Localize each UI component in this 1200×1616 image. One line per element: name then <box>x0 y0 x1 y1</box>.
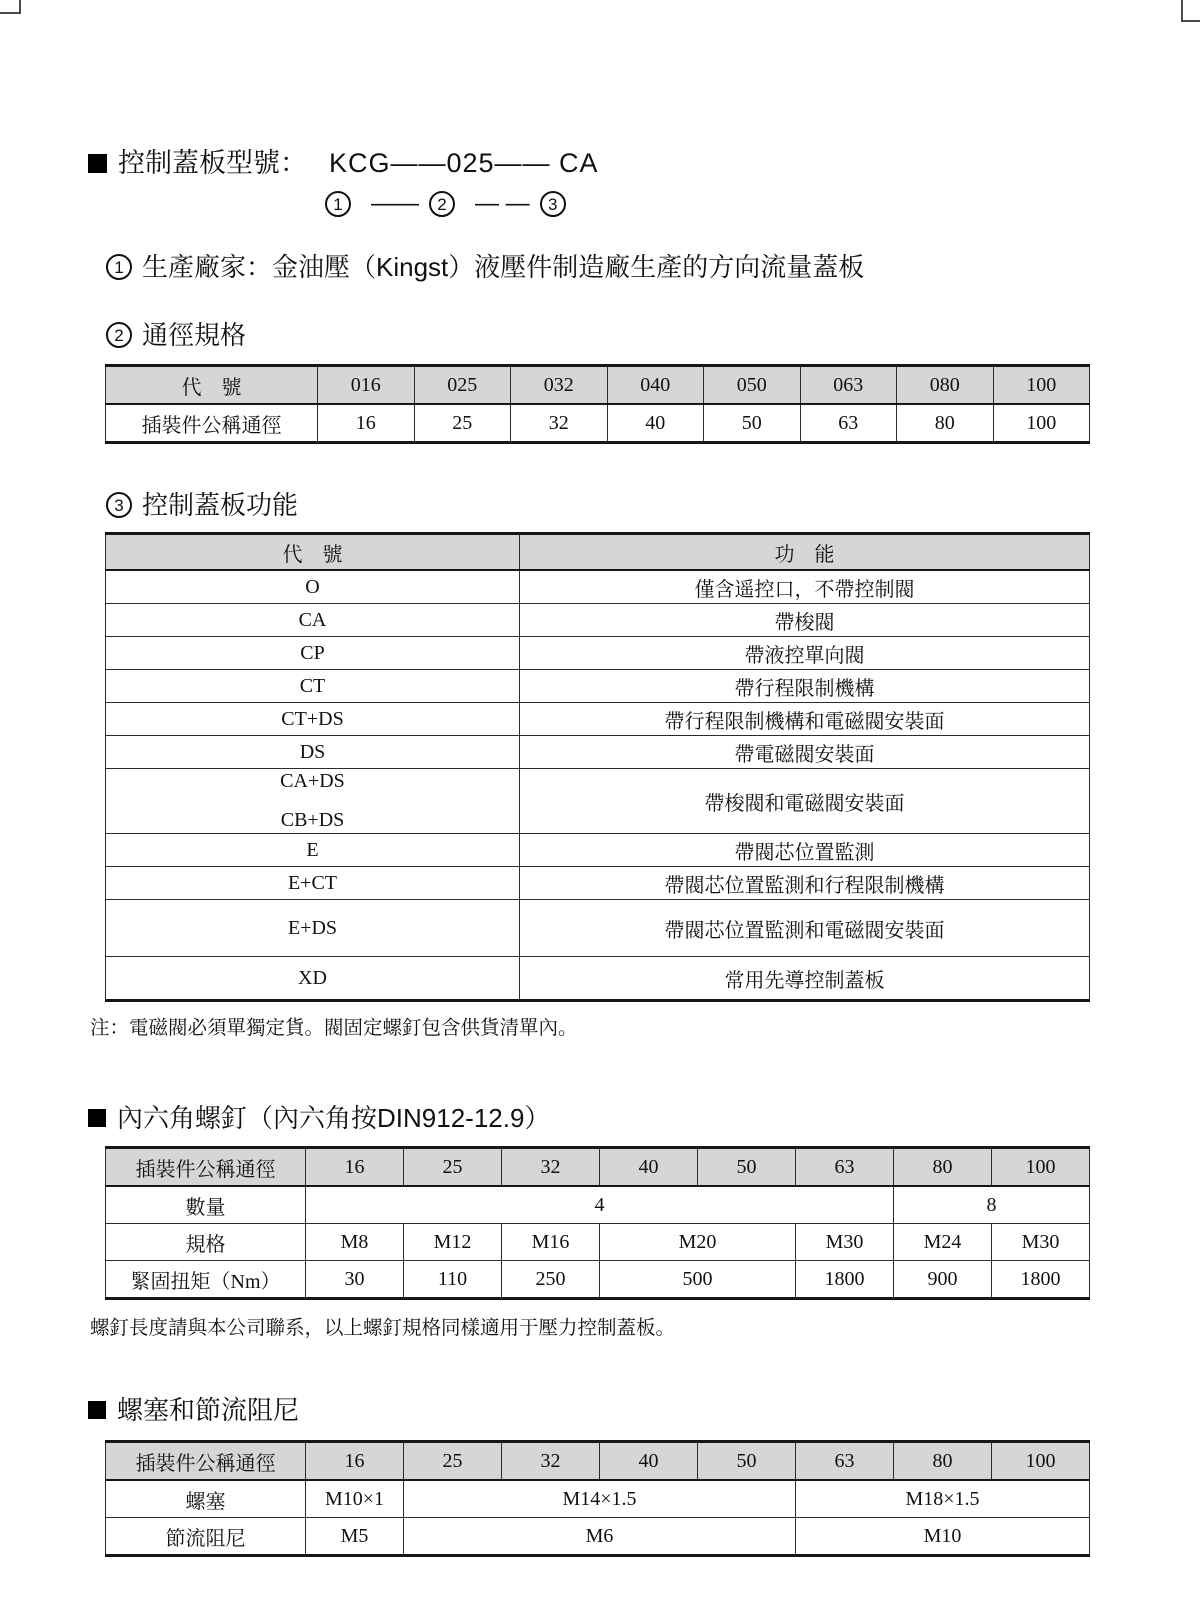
header-cell: 40 <box>600 1148 698 1187</box>
code-label: E <box>306 838 319 861</box>
data-cell: M12 <box>404 1224 502 1261</box>
black-square-bullet-icon <box>88 1109 106 1127</box>
data-cell: M10 <box>796 1518 1090 1556</box>
black-square-bullet-icon <box>88 154 107 173</box>
header-cell: 25 <box>404 1442 502 1481</box>
code-label: E+DS <box>287 916 338 939</box>
data-cell: 8 <box>894 1186 1090 1224</box>
header-row <box>106 366 1090 405</box>
header-cell: 063 <box>800 366 897 405</box>
data-cell: 16 <box>318 404 415 443</box>
function-row <box>106 769 1090 834</box>
function-cell: 帶液控單向閥 <box>520 637 1090 670</box>
function-row <box>106 570 1090 604</box>
screw-length-note: 螺釘長度請與本公司聯系，以上螺釘規格同樣適用于壓力控制蓋板。 <box>90 1317 676 1339</box>
plug-damper-heading-label: 螺塞和節流阻尼 <box>117 1395 300 1425</box>
data-cell: M8 <box>306 1224 404 1261</box>
code-label: E+CT <box>287 871 338 894</box>
code-cell <box>106 570 520 604</box>
row-label-cell: 數量 <box>106 1186 306 1224</box>
header-cell: 80 <box>894 1442 992 1481</box>
header-cell: 040 <box>607 366 704 405</box>
data-cell: 30 <box>306 1261 404 1299</box>
data-cell: 1800 <box>992 1261 1090 1299</box>
data-cell: M18×1.5 <box>796 1480 1090 1518</box>
code-label: CA <box>298 608 327 631</box>
circled-number-1: 1 <box>325 191 351 217</box>
header-cell: 100 <box>992 1148 1090 1187</box>
code-label: XD <box>298 966 327 989</box>
section-bore-title <box>106 318 1090 352</box>
code-label: DS <box>299 740 326 763</box>
code-cell <box>106 703 520 736</box>
function-row <box>106 834 1090 867</box>
data-cell: 50 <box>704 404 801 443</box>
section-bore-label: 通徑規格 <box>142 320 247 350</box>
code-cell <box>106 670 520 703</box>
section-function-label: 控制蓋板功能 <box>142 490 299 520</box>
header-cell: 16 <box>306 1442 404 1481</box>
header-cell: 50 <box>698 1148 796 1187</box>
table-row <box>106 1186 1090 1224</box>
header-cell: 63 <box>796 1148 894 1187</box>
data-cell: 500 <box>600 1261 796 1299</box>
data-cell: 110 <box>404 1261 502 1299</box>
circled-number-2: 2 <box>429 191 455 217</box>
function-row <box>106 604 1090 637</box>
function-cell: 帶行程限制機構 <box>520 670 1090 703</box>
header-cell: 32 <box>502 1148 600 1187</box>
header-cell: 080 <box>897 366 994 405</box>
page-title <box>88 146 1090 180</box>
data-cell: 40 <box>607 404 704 443</box>
code-label: CT+DS <box>281 707 344 730</box>
solenoid-note: 注：電磁閥必須單獨定貨。閥固定螺釘包含供貨清單內。 <box>90 1017 578 1039</box>
header-cell: 25 <box>404 1148 502 1187</box>
circled-number-1: 1 <box>106 254 132 280</box>
code-cell <box>106 867 520 900</box>
table-row <box>106 404 1090 443</box>
data-cell: M24 <box>894 1224 992 1261</box>
function-row <box>106 703 1090 736</box>
data-cell: 4 <box>306 1186 894 1224</box>
code-cell <box>106 736 520 769</box>
header-cell: 代 號 <box>106 534 520 571</box>
data-cell: M6 <box>404 1518 796 1556</box>
code-cell <box>106 637 520 670</box>
header-cell: 32 <box>502 1442 600 1481</box>
table-row <box>106 1224 1090 1261</box>
model-code: KCG——025—— CA <box>329 148 599 178</box>
function-row <box>106 670 1090 703</box>
data-cell: 1800 <box>796 1261 894 1299</box>
code-cell <box>106 604 520 637</box>
data-cell: M5 <box>306 1518 404 1556</box>
hex-screw-table <box>105 1146 1090 1300</box>
table-row <box>106 1518 1090 1556</box>
header-label-cell: 代 號 <box>106 366 318 405</box>
data-cell: 900 <box>894 1261 992 1299</box>
code-label: CB+DS <box>280 809 345 831</box>
header-cell: 80 <box>894 1148 992 1187</box>
header-cell: 63 <box>796 1442 894 1481</box>
function-cell: 帶閥芯位置監測 <box>520 834 1090 867</box>
row-label-cell: 緊固扭矩（Nm） <box>106 1261 306 1299</box>
data-cell: M16 <box>502 1224 600 1261</box>
cover-function-table <box>105 532 1090 1002</box>
function-cell: 帶電磁閥安裝面 <box>520 736 1090 769</box>
function-cell: 帶梭閥和電磁閥安裝面 <box>520 769 1090 834</box>
code-label: O <box>305 575 320 598</box>
function-cell: 帶閥芯位置監測和行程限制機構 <box>520 867 1090 900</box>
data-cell: M30 <box>796 1224 894 1261</box>
crop-mark-top-left-icon <box>0 0 21 14</box>
row-label-cell: 螺塞 <box>106 1480 306 1518</box>
data-cell: M14×1.5 <box>404 1480 796 1518</box>
legend-dash-2: — — <box>475 190 530 217</box>
data-cell: 100 <box>993 404 1090 443</box>
function-row <box>106 900 1090 957</box>
section-maker-text: 生產廠家：金油壓（Kingst）液壓件制造廠生產的方向流量蓋板 <box>142 252 865 282</box>
section-maker <box>106 250 1090 284</box>
function-cell: 帶梭閥 <box>520 604 1090 637</box>
function-cell: 帶閥芯位置監測和電磁閥安裝面 <box>520 900 1090 957</box>
data-cell: M20 <box>600 1224 796 1261</box>
row-label-cell: 規格 <box>106 1224 306 1261</box>
function-cell: 僅含遥控口，不帶控制閥 <box>520 570 1090 604</box>
data-cell: 250 <box>502 1261 600 1299</box>
circled-number-3: 3 <box>106 492 132 518</box>
data-cell: 32 <box>511 404 608 443</box>
circled-number-2: 2 <box>106 322 132 348</box>
code-cell <box>106 957 520 1001</box>
header-label-cell: 插裝件公稱通徑 <box>106 1148 306 1187</box>
plug-damper-heading <box>88 1396 1090 1424</box>
code-label: CP <box>300 641 325 664</box>
header-cell: 100 <box>993 366 1090 405</box>
data-cell: M30 <box>992 1224 1090 1261</box>
hex-screw-heading-label: 內六角螺釘（內六角按DIN912-12.9） <box>117 1103 551 1133</box>
data-cell: M10×1 <box>306 1480 404 1518</box>
hex-screw-heading <box>88 1104 1090 1132</box>
page-title-label: 控制蓋板型號： <box>118 148 307 178</box>
row-label-cell: 節流阻尼 <box>106 1518 306 1556</box>
legend-dash-1: —— <box>371 190 419 217</box>
circled-number-3: 3 <box>540 191 566 217</box>
function-row <box>106 637 1090 670</box>
header-cell: 025 <box>414 366 511 405</box>
function-row <box>106 957 1090 1001</box>
black-square-bullet-icon <box>88 1401 106 1419</box>
function-cell: 帶行程限制機構和電磁閥安裝面 <box>520 703 1090 736</box>
header-cell: 016 <box>318 366 415 405</box>
plug-damper-table <box>105 1440 1090 1557</box>
header-cell: 032 <box>511 366 608 405</box>
header-cell: 050 <box>704 366 801 405</box>
code-label: CT <box>299 674 326 697</box>
model-code-legend <box>325 190 1090 218</box>
header-cell: 50 <box>698 1442 796 1481</box>
code-label: CA+DS <box>280 770 345 792</box>
header-label-cell: 插裝件公稱通徑 <box>106 1442 306 1481</box>
function-cell: 常用先導控制蓋板 <box>520 957 1090 1001</box>
data-cell: 63 <box>800 404 897 443</box>
function-row <box>106 867 1090 900</box>
header-row <box>106 1442 1090 1481</box>
header-cell: 100 <box>992 1442 1090 1481</box>
header-cell: 40 <box>600 1442 698 1481</box>
data-cell: 25 <box>414 404 511 443</box>
header-row <box>106 534 1090 571</box>
data-cell: 80 <box>897 404 994 443</box>
header-row <box>106 1148 1090 1187</box>
function-row <box>106 736 1090 769</box>
header-cell: 功 能 <box>520 534 1090 571</box>
row-label-cell: 插裝件公稱通徑 <box>106 404 318 443</box>
code-cell <box>106 834 520 867</box>
crop-mark-top-right-icon <box>1181 0 1200 22</box>
bore-size-table <box>105 364 1090 444</box>
table-row <box>106 1480 1090 1518</box>
section-function-title <box>106 488 1090 522</box>
table-row <box>106 1261 1090 1299</box>
code-cell <box>106 769 520 834</box>
code-cell <box>106 900 520 957</box>
header-cell: 16 <box>306 1148 404 1187</box>
